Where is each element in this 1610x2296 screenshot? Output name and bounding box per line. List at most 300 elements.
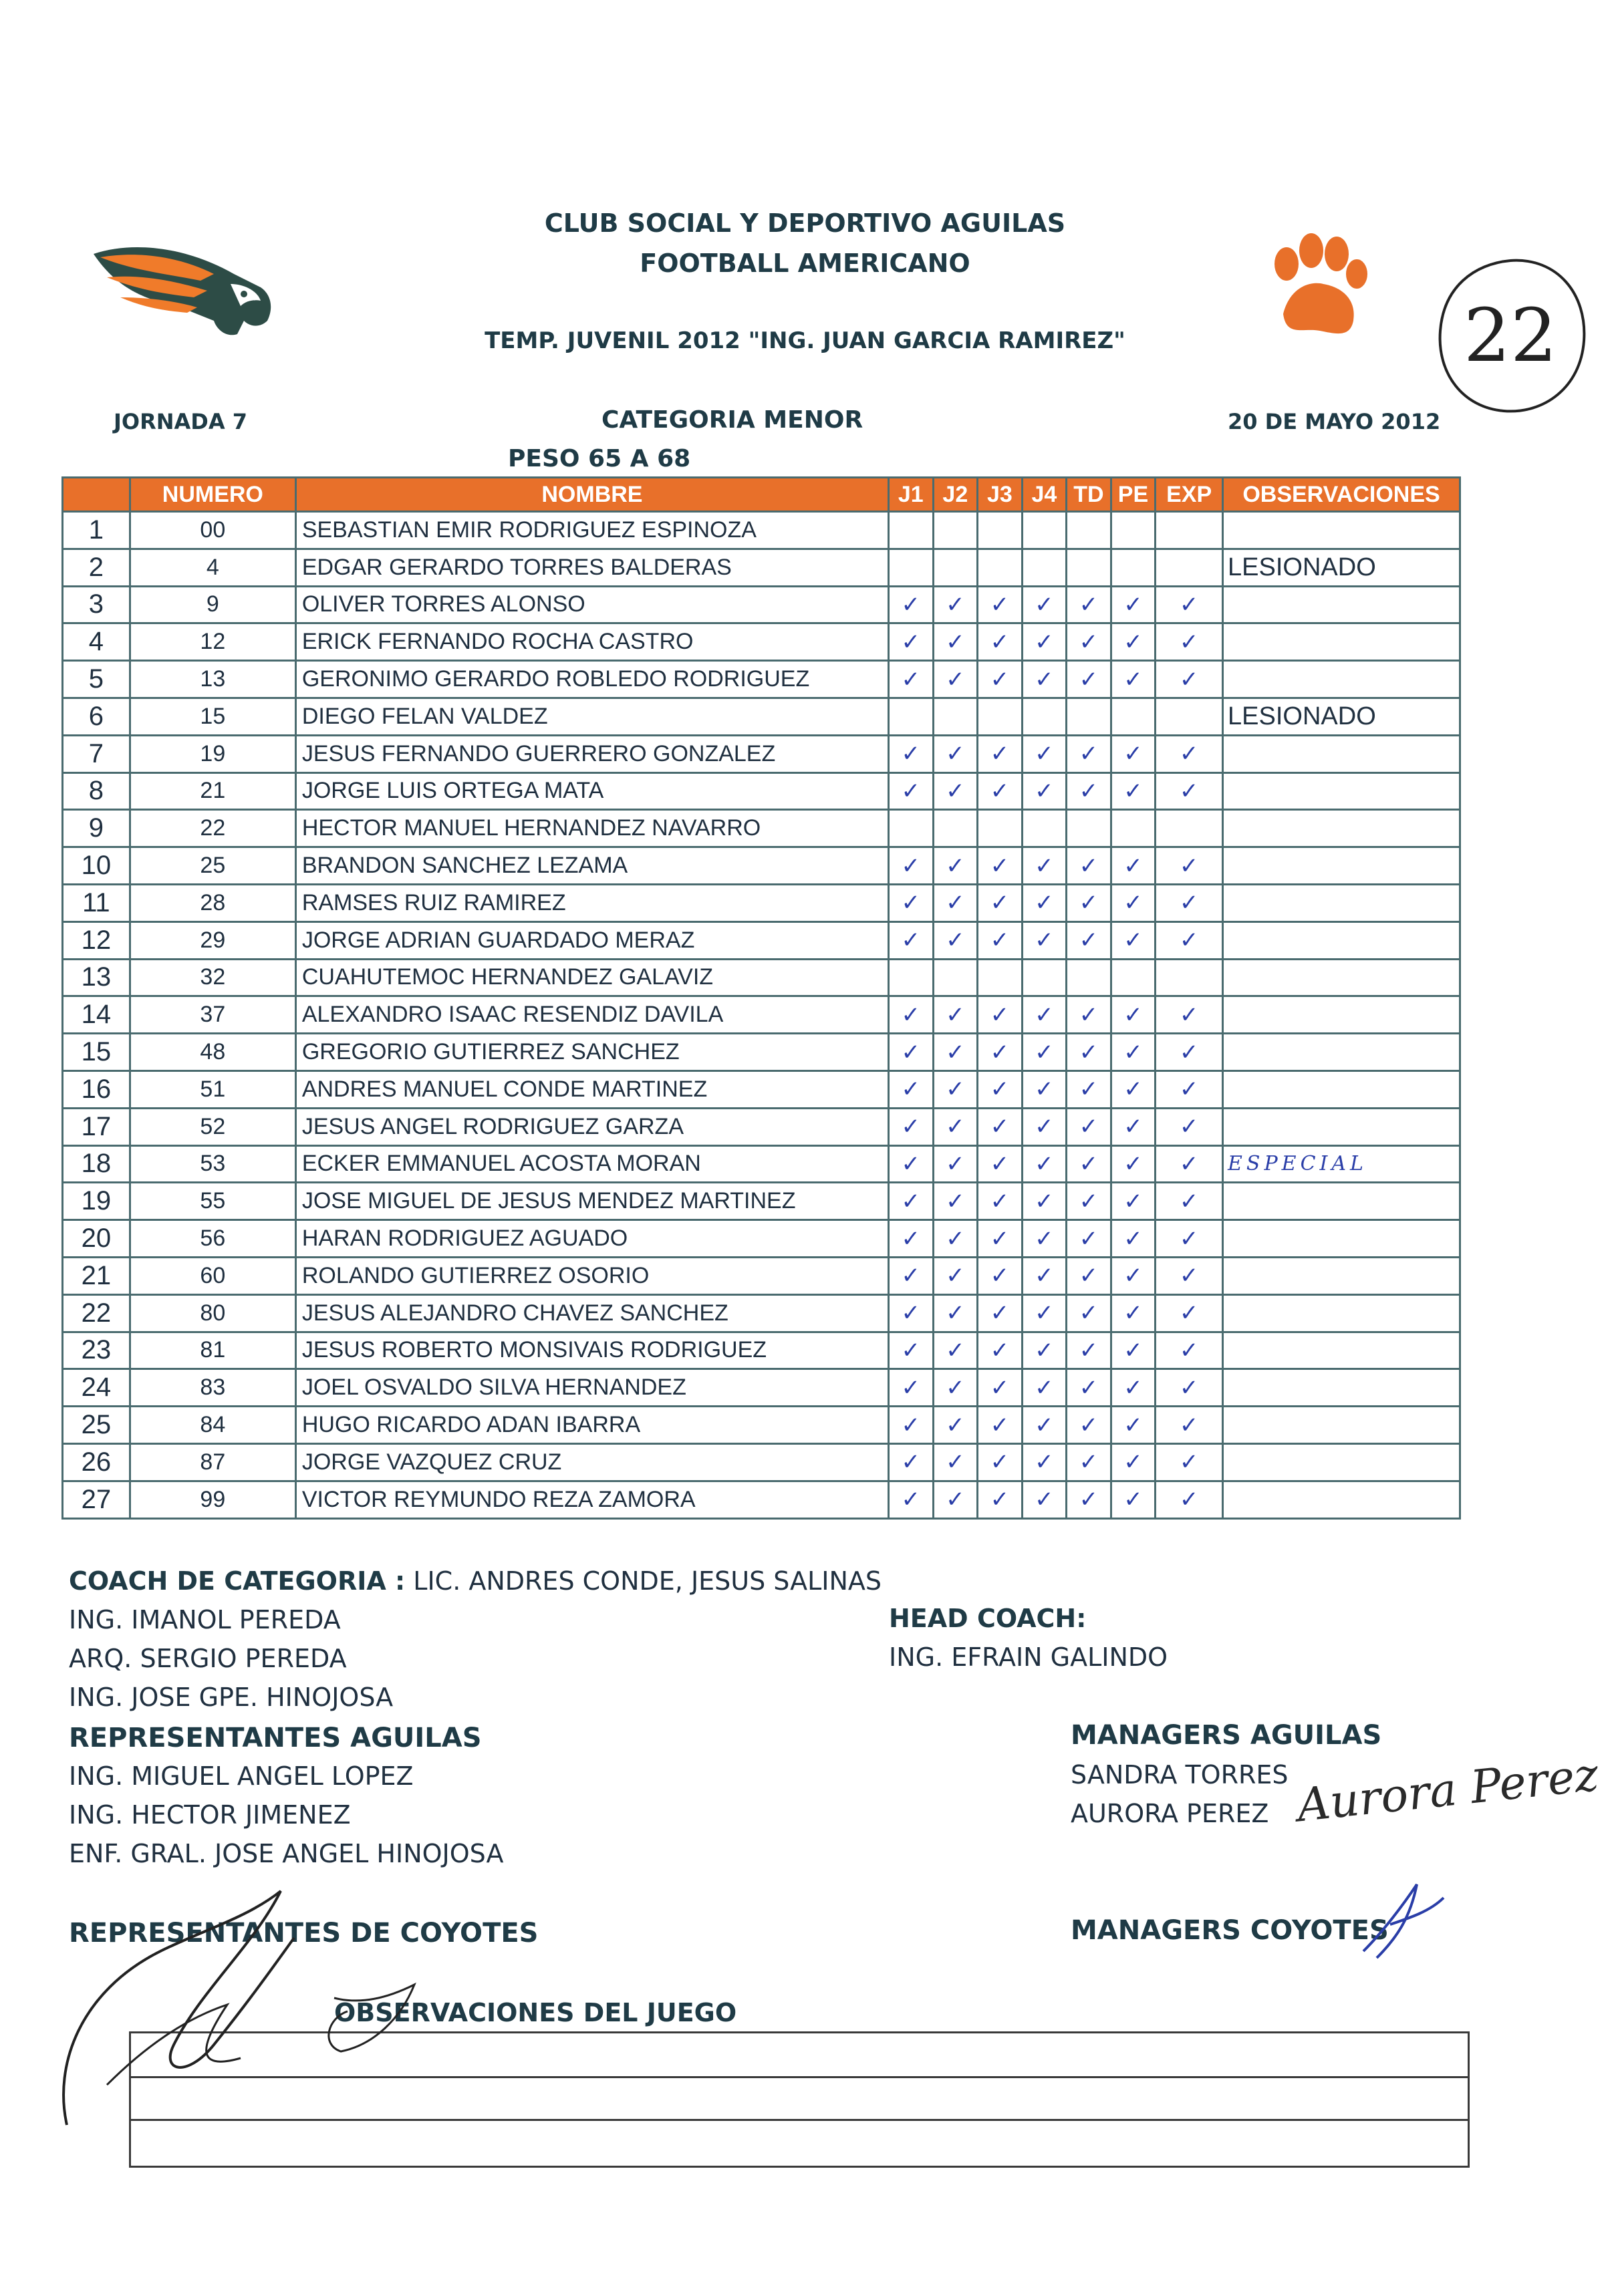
check-j1: ✓: [889, 1034, 934, 1071]
player-observation: [1223, 1220, 1460, 1258]
col-observaciones: OBSERVACIONES: [1223, 478, 1460, 512]
check-j3: ✓: [978, 1220, 1023, 1258]
check-j4: ✓: [1022, 1034, 1067, 1071]
player-number: 22: [130, 810, 295, 847]
player-number: 28: [130, 884, 295, 921]
check-j3: ✓: [978, 921, 1023, 959]
check-j1: [889, 549, 934, 586]
player-number: 00: [130, 512, 295, 549]
manager-aguilas-2: AURORA PEREZ: [1071, 1799, 1269, 1828]
check-exp: ✓: [1156, 1220, 1223, 1258]
check-j4: ✓: [1022, 772, 1067, 810]
player-observation: [1223, 772, 1460, 810]
player-observation: [1223, 735, 1460, 772]
player-name: JORGE ADRIAN GUARDADO MERAZ: [295, 921, 888, 959]
check-j3: ✓: [978, 1294, 1023, 1332]
check-td: ✓: [1067, 996, 1111, 1034]
check-j3: [978, 959, 1023, 996]
check-pe: ✓: [1111, 1145, 1156, 1183]
check-exp: ✓: [1156, 996, 1223, 1034]
check-j4: ✓: [1022, 1220, 1067, 1258]
check-exp: ✓: [1156, 1481, 1223, 1518]
table-row: [63, 810, 1460, 847]
check-j4: [1022, 698, 1067, 735]
check-exp: [1156, 959, 1223, 996]
check-pe: ✓: [1111, 1332, 1156, 1369]
round-label: JORNADA 7: [114, 409, 248, 434]
player-observation: LESIONADO: [1223, 698, 1460, 735]
player-observation: [1223, 847, 1460, 885]
player-number: 25: [130, 847, 295, 885]
check-pe: ✓: [1111, 1034, 1156, 1071]
row-index: 15: [63, 1034, 130, 1071]
player-observation: [1223, 921, 1460, 959]
check-exp: [1156, 512, 1223, 549]
table-row: [63, 959, 1460, 996]
check-j4: ✓: [1022, 586, 1067, 623]
row-index: 26: [63, 1443, 130, 1481]
table-row: [63, 1332, 1460, 1369]
check-pe: ✓: [1111, 847, 1156, 885]
check-td: ✓: [1067, 1070, 1111, 1108]
row-index: 21: [63, 1257, 130, 1294]
col-nombre: NOMBRE: [295, 478, 888, 512]
check-pe: ✓: [1111, 1183, 1156, 1220]
col-j2: J2: [933, 478, 978, 512]
col-pe: PE: [1111, 478, 1156, 512]
coach-category-names: LIC. ANDRES CONDE, JESUS SALINAS: [413, 1566, 882, 1596]
date-label: 20 DE MAYO 2012: [1228, 409, 1441, 434]
player-name: JESUS FERNANDO GUERRERO GONZALEZ: [295, 735, 888, 772]
check-j1: [889, 959, 934, 996]
check-j3: ✓: [978, 847, 1023, 885]
rep-aguilas-label: REPRESENTANTES AGUILAS: [69, 1723, 482, 1753]
check-td: ✓: [1067, 772, 1111, 810]
check-pe: ✓: [1111, 1220, 1156, 1258]
rep-aguilas-3: ENF. GRAL. JOSE ANGEL HINOJOSA: [69, 1839, 504, 1868]
check-j3: ✓: [978, 1145, 1023, 1183]
check-pe: ✓: [1111, 1070, 1156, 1108]
manager-aguilas-1: SANDRA TORRES: [1071, 1760, 1289, 1789]
player-number: 99: [130, 1481, 295, 1518]
player-observation: [1223, 1183, 1460, 1220]
check-pe: [1111, 549, 1156, 586]
player-observation: [1223, 1443, 1460, 1481]
row-index: 16: [63, 1070, 130, 1108]
check-j1: ✓: [889, 623, 934, 661]
weight-label: PESO 65 A 68: [508, 445, 691, 472]
player-name: HUGO RICARDO ADAN IBARRA: [295, 1407, 888, 1444]
table-row: [63, 1183, 1460, 1220]
row-index: 25: [63, 1407, 130, 1444]
player-name: ECKER EMMANUEL ACOSTA MORAN: [295, 1145, 888, 1183]
check-j4: ✓: [1022, 1369, 1067, 1407]
managers-aguilas-label: MANAGERS AGUILAS: [1071, 1720, 1382, 1751]
roster-table: [61, 476, 1461, 1520]
check-td: [1067, 549, 1111, 586]
check-j1: ✓: [889, 735, 934, 772]
check-td: ✓: [1067, 1145, 1111, 1183]
check-td: ✓: [1067, 884, 1111, 921]
check-j4: ✓: [1022, 1294, 1067, 1332]
check-td: [1067, 512, 1111, 549]
row-index: 3: [63, 586, 130, 623]
player-name: ERICK FERNANDO ROCHA CASTRO: [295, 623, 888, 661]
check-j3: ✓: [978, 1257, 1023, 1294]
check-j3: ✓: [978, 735, 1023, 772]
check-td: ✓: [1067, 1034, 1111, 1071]
player-observation: [1223, 810, 1460, 847]
row-index: 2: [63, 549, 130, 586]
check-j2: [933, 512, 978, 549]
check-j1: ✓: [889, 1369, 934, 1407]
check-exp: ✓: [1156, 1034, 1223, 1071]
check-j2: ✓: [933, 1332, 978, 1369]
check-j4: ✓: [1022, 996, 1067, 1034]
check-j4: ✓: [1022, 1257, 1067, 1294]
check-j1: ✓: [889, 1220, 934, 1258]
player-name: GREGORIO GUTIERREZ SANCHEZ: [295, 1034, 888, 1071]
check-j4: ✓: [1022, 1108, 1067, 1145]
table-row: [63, 1070, 1460, 1108]
player-number: 29: [130, 921, 295, 959]
check-j1: ✓: [889, 1294, 934, 1332]
player-observation: [1223, 1257, 1460, 1294]
check-j2: ✓: [933, 623, 978, 661]
check-td: ✓: [1067, 1481, 1111, 1518]
player-observation: [1223, 661, 1460, 698]
table-row: [63, 661, 1460, 698]
check-exp: ✓: [1156, 1257, 1223, 1294]
player-number: 55: [130, 1183, 295, 1220]
player-observation: [1223, 1369, 1460, 1407]
row-index: 5: [63, 661, 130, 698]
check-j4: [1022, 512, 1067, 549]
check-j4: [1022, 810, 1067, 847]
row-index: 11: [63, 884, 130, 921]
player-observation: [1223, 1481, 1460, 1518]
col-exp: EXP: [1156, 478, 1223, 512]
check-pe: ✓: [1111, 772, 1156, 810]
check-j4: ✓: [1022, 1332, 1067, 1369]
check-j3: ✓: [978, 586, 1023, 623]
roster-body: [63, 512, 1460, 1519]
player-name: ROLANDO GUTIERREZ OSORIO: [295, 1257, 888, 1294]
check-j4: ✓: [1022, 1145, 1067, 1183]
player-observation: [1223, 512, 1460, 549]
player-number: 21: [130, 772, 295, 810]
game-obs-label: OBSERVACIONES DEL JUEGO: [334, 1998, 737, 2027]
check-j2: ✓: [933, 661, 978, 698]
player-number: 15: [130, 698, 295, 735]
col-numero: NUMERO: [130, 478, 295, 512]
player-observation: [1223, 1294, 1460, 1332]
check-pe: ✓: [1111, 921, 1156, 959]
check-j3: ✓: [978, 1407, 1023, 1444]
check-j2: ✓: [933, 772, 978, 810]
check-j4: ✓: [1022, 884, 1067, 921]
head-coach-label: HEAD COACH:: [889, 1604, 1087, 1633]
player-name: VICTOR REYMUNDO REZA ZAMORA: [295, 1481, 888, 1518]
handwritten-signature-aurora: Aurora Perez: [1295, 1748, 1601, 1833]
col-td: TD: [1067, 478, 1111, 512]
player-number: 13: [130, 661, 295, 698]
check-j2: ✓: [933, 1294, 978, 1332]
check-j4: [1022, 959, 1067, 996]
player-number: 19: [130, 735, 295, 772]
row-index: 23: [63, 1332, 130, 1369]
check-pe: [1111, 959, 1156, 996]
row-index: 24: [63, 1369, 130, 1407]
player-observation: [1223, 1034, 1460, 1071]
player-name: OLIVER TORRES ALONSO: [295, 586, 888, 623]
player-observation: [1223, 623, 1460, 661]
check-j4: ✓: [1022, 1407, 1067, 1444]
check-j2: ✓: [933, 735, 978, 772]
check-exp: ✓: [1156, 1369, 1223, 1407]
check-pe: ✓: [1111, 884, 1156, 921]
check-exp: [1156, 698, 1223, 735]
index-header: [63, 478, 130, 512]
player-name: JOSE MIGUEL DE JESUS MENDEZ MARTINEZ: [295, 1183, 888, 1220]
check-j1: ✓: [889, 1443, 934, 1481]
player-name: CUAHUTEMOC HERNANDEZ GALAVIZ: [295, 959, 888, 996]
check-j1: ✓: [889, 847, 934, 885]
check-pe: ✓: [1111, 1407, 1156, 1444]
check-td: ✓: [1067, 1294, 1111, 1332]
player-name: JESUS ANGEL RODRIGUEZ GARZA: [295, 1108, 888, 1145]
player-name: SEBASTIAN EMIR RODRIGUEZ ESPINOZA: [295, 512, 888, 549]
staff-2: ARQ. SERGIO PEREDA: [69, 1644, 347, 1673]
row-index: 10: [63, 847, 130, 885]
table-row: [63, 549, 1460, 586]
player-number: 60: [130, 1257, 295, 1294]
check-td: ✓: [1067, 735, 1111, 772]
check-exp: ✓: [1156, 586, 1223, 623]
check-j2: ✓: [933, 884, 978, 921]
check-exp: ✓: [1156, 623, 1223, 661]
player-observation: [1223, 1332, 1460, 1369]
player-observation: [1223, 1108, 1460, 1145]
check-j2: ✓: [933, 1108, 978, 1145]
check-exp: ✓: [1156, 1183, 1223, 1220]
row-index: 8: [63, 772, 130, 810]
player-name: ALEXANDRO ISAAC RESENDIZ DAVILA: [295, 996, 888, 1034]
row-index: 27: [63, 1481, 130, 1518]
player-name: HECTOR MANUEL HERNANDEZ NAVARRO: [295, 810, 888, 847]
check-td: [1067, 810, 1111, 847]
check-j2: ✓: [933, 996, 978, 1034]
check-pe: [1111, 810, 1156, 847]
check-j4: ✓: [1022, 1481, 1067, 1518]
check-j4: ✓: [1022, 847, 1067, 885]
table-row: [63, 1034, 1460, 1071]
table-row: [63, 1294, 1460, 1332]
check-j3: ✓: [978, 772, 1023, 810]
check-j3: ✓: [978, 1108, 1023, 1145]
row-index: 9: [63, 810, 130, 847]
table-row: [63, 512, 1460, 549]
check-j2: ✓: [933, 847, 978, 885]
check-j2: [933, 959, 978, 996]
check-pe: ✓: [1111, 735, 1156, 772]
check-pe: ✓: [1111, 996, 1156, 1034]
check-pe: ✓: [1111, 661, 1156, 698]
check-td: ✓: [1067, 1257, 1111, 1294]
check-j3: ✓: [978, 1443, 1023, 1481]
coyotes-rep-signature: [27, 1844, 454, 2152]
player-observation: [1223, 884, 1460, 921]
player-number: 48: [130, 1034, 295, 1071]
player-observation: [1223, 1070, 1460, 1108]
check-pe: ✓: [1111, 1481, 1156, 1518]
check-j2: ✓: [933, 1145, 978, 1183]
player-number: 80: [130, 1294, 295, 1332]
check-j3: ✓: [978, 1369, 1023, 1407]
coach-category-label: COACH DE CATEGORIA :: [69, 1566, 406, 1596]
check-td: ✓: [1067, 1407, 1111, 1444]
check-exp: ✓: [1156, 735, 1223, 772]
row-index: 7: [63, 735, 130, 772]
table-row: [63, 586, 1460, 623]
check-j1: [889, 698, 934, 735]
table-row: [63, 698, 1460, 735]
check-j2: ✓: [933, 1034, 978, 1071]
check-j1: ✓: [889, 1145, 934, 1183]
table-row: [63, 623, 1460, 661]
check-exp: ✓: [1156, 1108, 1223, 1145]
check-j3: ✓: [978, 1332, 1023, 1369]
row-index: 6: [63, 698, 130, 735]
coyotes-manager-signature: [1350, 1864, 1457, 1971]
player-number: 32: [130, 959, 295, 996]
check-exp: [1156, 810, 1223, 847]
check-j4: ✓: [1022, 1183, 1067, 1220]
table-row: [63, 1481, 1460, 1518]
check-j3: ✓: [978, 996, 1023, 1034]
check-j4: ✓: [1022, 921, 1067, 959]
check-j3: [978, 549, 1023, 586]
table-row: [63, 1407, 1460, 1444]
check-j2: ✓: [933, 921, 978, 959]
check-td: ✓: [1067, 1369, 1111, 1407]
table-row: [63, 1145, 1460, 1183]
staff-3: ING. JOSE GPE. HINOJOSA: [69, 1683, 394, 1712]
row-index: 13: [63, 959, 130, 996]
check-j1: ✓: [889, 996, 934, 1034]
table-row: [63, 884, 1460, 921]
player-name: GERONIMO GERARDO ROBLEDO RODRIGUEZ: [295, 661, 888, 698]
player-name: JOEL OSVALDO SILVA HERNANDEZ: [295, 1369, 888, 1407]
check-j1: ✓: [889, 772, 934, 810]
row-index: 17: [63, 1108, 130, 1145]
check-exp: ✓: [1156, 847, 1223, 885]
season-title: TEMP. JUVENIL 2012 "ING. JUAN GARCIA RAMIREZ": [485, 327, 1125, 354]
check-pe: ✓: [1111, 1294, 1156, 1332]
check-pe: [1111, 512, 1156, 549]
check-pe: ✓: [1111, 586, 1156, 623]
check-j1: ✓: [889, 586, 934, 623]
row-index: 4: [63, 623, 130, 661]
check-j3: ✓: [978, 1183, 1023, 1220]
check-exp: ✓: [1156, 921, 1223, 959]
player-observation: [1223, 586, 1460, 623]
check-j4: ✓: [1022, 661, 1067, 698]
player-number: 52: [130, 1108, 295, 1145]
check-j2: ✓: [933, 1369, 978, 1407]
check-j2: ✓: [933, 1481, 978, 1518]
table-row: [63, 1369, 1460, 1407]
player-number: 53: [130, 1145, 295, 1183]
row-index: 14: [63, 996, 130, 1034]
player-name: JORGE LUIS ORTEGA MATA: [295, 772, 888, 810]
head-coach-name: ING. EFRAIN GALINDO: [889, 1642, 1168, 1672]
player-number: 56: [130, 1220, 295, 1258]
check-exp: ✓: [1156, 1407, 1223, 1444]
check-exp: ✓: [1156, 1443, 1223, 1481]
check-pe: ✓: [1111, 1108, 1156, 1145]
check-j2: ✓: [933, 1257, 978, 1294]
row-index: 12: [63, 921, 130, 959]
check-exp: ✓: [1156, 1070, 1223, 1108]
table-header: [63, 478, 1460, 512]
check-j2: [933, 698, 978, 735]
check-j2: [933, 810, 978, 847]
col-j1: J1: [889, 478, 934, 512]
row-index: 18: [63, 1145, 130, 1183]
check-j1: ✓: [889, 1257, 934, 1294]
player-name: JESUS ALEJANDRO CHAVEZ SANCHEZ: [295, 1294, 888, 1332]
player-number: 12: [130, 623, 295, 661]
player-observation: [1223, 996, 1460, 1034]
check-td: ✓: [1067, 1332, 1111, 1369]
check-j2: ✓: [933, 1407, 978, 1444]
player-observation: LESIONADO: [1223, 549, 1460, 586]
check-pe: ✓: [1111, 623, 1156, 661]
player-name: HARAN RODRIGUEZ AGUADO: [295, 1220, 888, 1258]
check-j3: ✓: [978, 1481, 1023, 1518]
check-j3: [978, 698, 1023, 735]
player-number: 83: [130, 1369, 295, 1407]
check-j4: ✓: [1022, 1443, 1067, 1481]
check-j4: ✓: [1022, 735, 1067, 772]
check-j1: ✓: [889, 921, 934, 959]
row-index: 20: [63, 1220, 130, 1258]
player-number: 81: [130, 1332, 295, 1369]
check-pe: ✓: [1111, 1443, 1156, 1481]
check-td: ✓: [1067, 623, 1111, 661]
rep-aguilas-1: ING. MIGUEL ANGEL LOPEZ: [69, 1761, 414, 1791]
player-name: ANDRES MANUEL CONDE MARTINEZ: [295, 1070, 888, 1108]
rep-aguilas-2: ING. HECTOR JIMENEZ: [69, 1800, 351, 1830]
check-j1: ✓: [889, 1108, 934, 1145]
check-j3: [978, 810, 1023, 847]
player-number: 9: [130, 586, 295, 623]
check-td: ✓: [1067, 847, 1111, 885]
check-j3: ✓: [978, 1070, 1023, 1108]
check-exp: ✓: [1156, 661, 1223, 698]
check-exp: ✓: [1156, 1145, 1223, 1183]
player-name: JORGE VAZQUEZ CRUZ: [295, 1443, 888, 1481]
player-number: 87: [130, 1443, 295, 1481]
check-j4: ✓: [1022, 623, 1067, 661]
player-name: BRANDON SANCHEZ LEZAMA: [295, 847, 888, 885]
check-j1: [889, 512, 934, 549]
check-j2: [933, 549, 978, 586]
check-exp: ✓: [1156, 884, 1223, 921]
check-td: ✓: [1067, 661, 1111, 698]
check-td: [1067, 959, 1111, 996]
